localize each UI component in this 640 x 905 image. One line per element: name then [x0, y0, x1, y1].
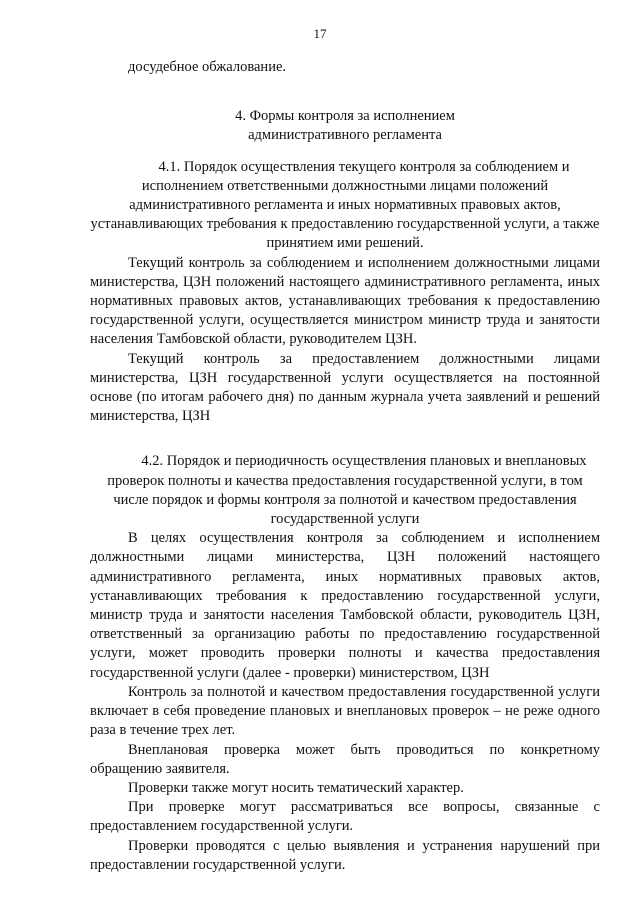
section-4-2-paragraph-6: Проверки проводятся с целью выявления и устранения нарушений при предоставлении государственной услуги.: [90, 837, 600, 873]
page-number: 17: [313, 26, 327, 41]
section-4-heading: [90, 107, 600, 145]
section-4-2-paragraph-2: Контроль за полнотой и качеством предоставления государственной услуги включает в себя проведение плановых и внеплановых проверок – не реже одного раза в течение трех лет.: [90, 683, 600, 739]
page-content: [90, 58, 600, 875]
intro-line: досудебное обжалование.: [128, 59, 287, 75]
section-4-2-paragraph-5: При проверке могут рассматриваться все вопросы, связанные с предоставлением государственной услуги.: [90, 799, 600, 835]
section-4-2-heading: 4.2. Порядок и периодичность осуществления плановых и внеплановых проверок полноты и качества предоставления государственной услуги, в том числе порядок и формы контроля за полнотой и качеством предоставления государственной услуги: [107, 453, 587, 528]
section-4-1-paragraph-2: Текущий контроль за предоставлением должностными лицами министерства, ЦЗН государственной услуги осуществляется на постоянной основе (по итогам рабочего дня) по данным журнала учета заявлений и решений министерства, ЦЗН: [90, 350, 600, 425]
section-4-2-paragraph-4: Проверки также могут носить тематический характер.: [128, 779, 464, 796]
section-4-1-heading: 4.1. Порядок осуществления текущего контроля за соблюдением и исполнением ответственными должностными лицами положений административного регламента и иных нормативных правовых актов, устанавливающих требования к предоставлению государственной услуги, а также принятием ими решений.: [90, 158, 600, 252]
section-4-heading-line1: 4. Формы контроля за исполнением: [235, 108, 455, 125]
section-4-2-paragraph-3: Внеплановая проверка может быть проводиться по конкретному обращению заявителя.: [90, 741, 600, 777]
section-4-2-paragraph-1: В целях осуществления контроля за соблюдением и исполнением должностными лицами министерства, ЦЗН положений настоящего административного регламента, иных нормативных правовых актов, устанавливающих требования к предоставлению государственной услуги, министр труда и занятости населения Тамбовской области, руководитель ЦЗН, ответственный за организацию работы по предоставлению государственной услуги, может проводить проверки полноты и качества предоставления государственной услуги (далее - проверки) министерством, ЦЗН: [90, 530, 600, 681]
section-4-heading-line2: административного регламента: [248, 127, 442, 144]
section-4-1-paragraph-1: Текущий контроль за соблюдением и исполнением должностными лицами министерства, ЦЗН положений настоящего административного регламента, иных нормативных правовых актов, устанавливающих требования к предоставлению государственной услуги, осуществляется министром министр труда и занятости населения Тамбовской области, руководителем ЦЗН.: [90, 254, 600, 348]
